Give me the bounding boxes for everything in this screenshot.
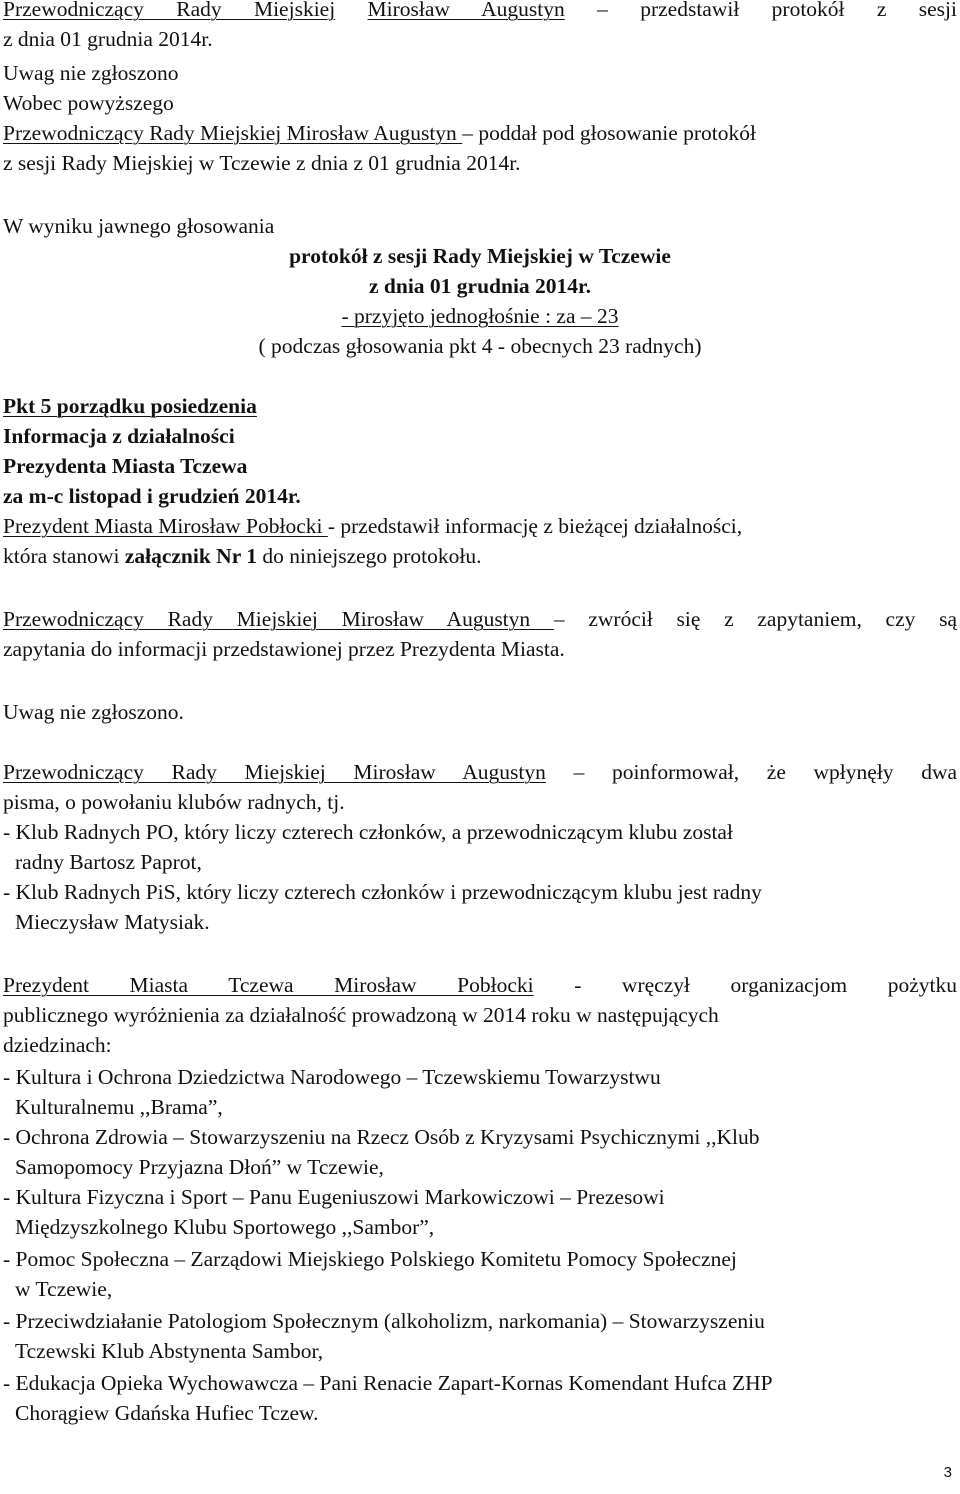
agenda-item-heading: Pkt 5 porządku posiedzenia — [3, 394, 257, 418]
speaker-name: Przewodniczący Rady Miejskiej Mirosław Augustyn — [3, 760, 546, 784]
list-item-continuation: Mieczysław Matysiak. — [15, 910, 210, 934]
list-item-continuation: Chorągiew Gdańska Hufiec Tczew. — [15, 1401, 319, 1425]
list-item-continuation: w Tczewie, — [15, 1277, 113, 1301]
vote-attendance: ( podczas głosowania pkt 4 - obecnych 23 radnych) — [258, 334, 702, 358]
text-line: Uwag nie zgłoszono — [3, 61, 179, 85]
text-line: z sesji Rady Miejskiej w Tczewie z dnia z 01 grudnia 2014r. — [3, 151, 521, 175]
text-line: z dnia 01 grudnia 2014r. — [3, 27, 213, 51]
list-item-continuation: Międzyszkolnego Klubu Sportowego ,,Sambor”, — [15, 1215, 435, 1239]
speaker-name: Przewodniczący Rady Miejskiej Mirosław Augustyn — [3, 607, 554, 631]
page-number: 3 — [943, 1464, 952, 1481]
vote-subject: protokół z sesji Rady Miejskiej w Tczewie — [289, 244, 671, 268]
agenda-item-title: za m-c listopad i grudzień 2014r. — [3, 484, 301, 508]
list-item: - Kultura i Ochrona Dziedzictwa Narodowego – Tczewskiemu Towarzystwu — [3, 1065, 661, 1089]
text-line: Wobec powyższego — [3, 91, 174, 115]
text-line: pisma, o powołaniu klubów radnych, tj. — [3, 790, 345, 814]
vote-result: - przyjęto jednogłośnie : za – 23 — [341, 304, 619, 328]
text-fragment: – przedstawił protokół z sesji — [597, 0, 958, 21]
speaker-name: Mirosław Augustyn — [367, 0, 565, 21]
list-item-continuation: Kulturalnemu ,,Brama”, — [15, 1095, 223, 1119]
list-item: - Edukacja Opieka Wychowawcza – Pani Renacie Zapart-Kornas Komendant Hufca ZHP — [3, 1371, 773, 1395]
list-item-continuation: Samopomocy Przyjazna Dłoń” w Tczewie, — [15, 1155, 384, 1179]
list-item: - Klub Radnych PO, który liczy czterech członków, a przewodniczącym klubu został — [3, 820, 733, 844]
agenda-item-title: Informacja z działalności — [3, 424, 235, 448]
text-fragment: - wręczył organizacjom pożytku — [574, 973, 957, 997]
text-line — [3, 604, 957, 634]
attachment-reference: załącznik Nr 1 — [124, 544, 257, 568]
speaker-name: Prezydent Miasta Tczewa Mirosław Pobłocki — [3, 973, 534, 997]
list-item-continuation: Tczewski Klub Abstynenta Sambor, — [15, 1339, 324, 1363]
text-fragment: - przedstawił informację z bieżącej działalności, — [327, 514, 743, 538]
list-item: - Klub Radnych PiS, który liczy czterech członków i przewodniczącym klubu jest radny — [3, 880, 762, 904]
list-item: - Ochrona Zdrowia – Stowarzyszeniu na Rzecz Osób z Kryzysami Psychicznymi ,,Klub — [3, 1125, 760, 1149]
text-line: W wyniku jawnego głosowania — [3, 214, 275, 238]
speaker-name: Przewodniczący Rady Miejskiej — [3, 0, 336, 21]
list-item: - Pomoc Społeczna – Zarządowi Miejskiego Polskiego Komitetu Pomocy Społecznej — [3, 1247, 737, 1271]
text-fragment: – zwrócił się z zapytaniem, czy są — [553, 607, 958, 631]
list-item-continuation: radny Bartosz Paprot, — [15, 850, 202, 874]
text-line — [3, 118, 756, 148]
vote-date: z dnia 01 grudnia 2014r. — [368, 274, 591, 298]
text-fragment: która stanowi — [3, 544, 125, 568]
text-line — [3, 0, 957, 24]
agenda-item-title: Prezydenta Miasta Tczewa — [3, 454, 248, 478]
text-line — [3, 511, 742, 541]
speaker-name: Przewodniczący Rady Miejskiej Mirosław Augustyn — [3, 121, 463, 145]
text-line — [3, 970, 957, 1000]
text-line — [3, 757, 957, 787]
text-fragment: – poddał pod głosowanie protokół — [462, 121, 756, 145]
text-line: Uwag nie zgłoszono. — [3, 700, 184, 724]
text-line: zapytania do informacji przedstawionej przez Prezydenta Miasta. — [3, 637, 565, 661]
text-fragment: do niniejszego protokołu. — [256, 544, 482, 568]
text-line — [3, 541, 482, 571]
list-item: - Kultura Fizyczna i Sport – Panu Eugeniuszowi Markowiczowi – Prezesowi — [3, 1185, 665, 1209]
text-fragment: – poinformował, że wpłynęły dwa — [573, 760, 958, 784]
text-line: publicznego wyróżnienia za działalność prowadzoną w 2014 roku w następujących — [3, 1003, 719, 1027]
list-item: - Przeciwdziałanie Patologiom Społecznym (alkoholizm, narkomania) – Stowarzyszeniu — [3, 1309, 765, 1333]
text-line: dziedzinach: — [3, 1033, 112, 1057]
speaker-name: Prezydent Miasta Mirosław Pobłocki — [3, 514, 328, 538]
